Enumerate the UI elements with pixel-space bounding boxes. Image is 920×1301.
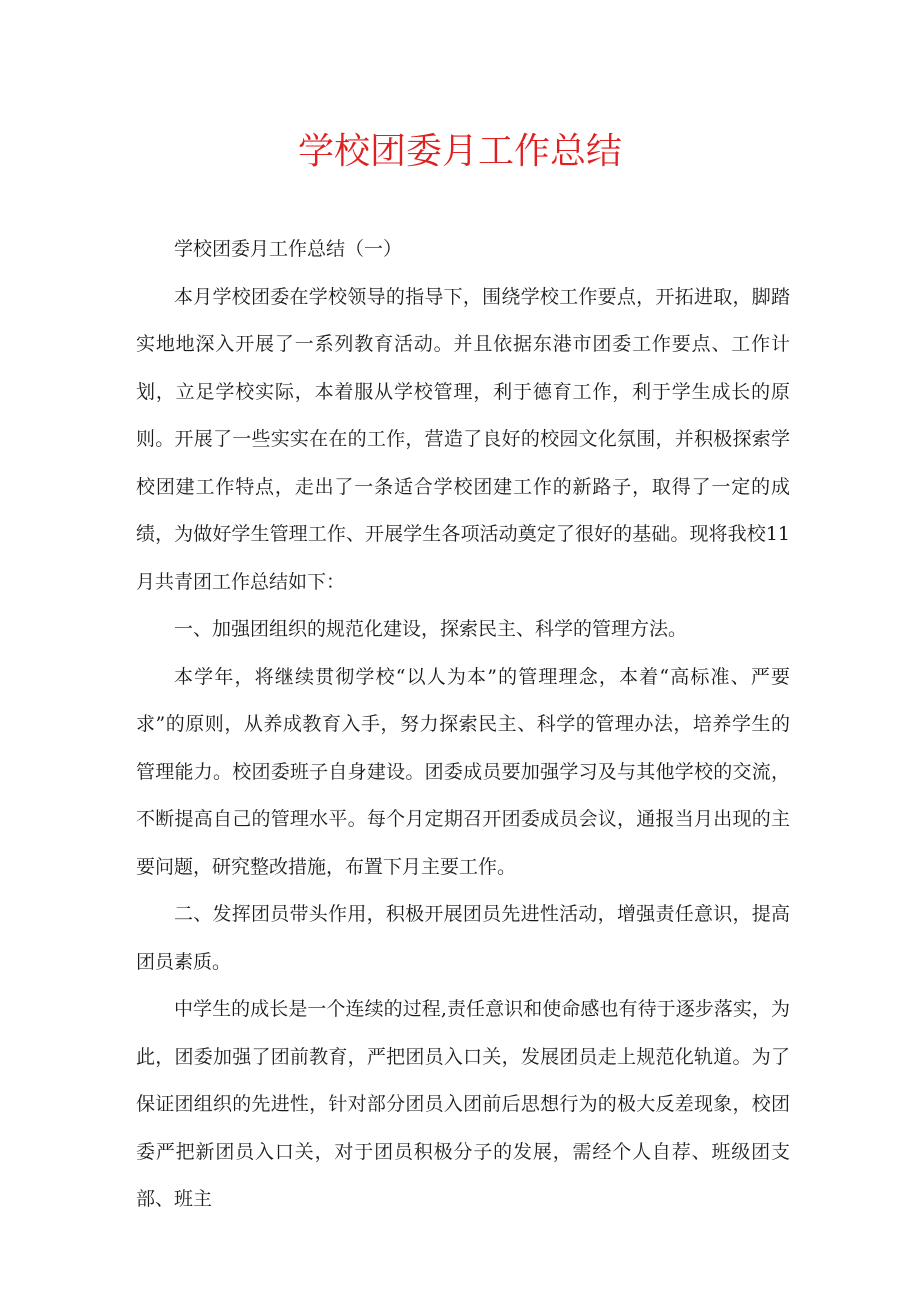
paragraph-section-one: 本学年，将继续贯彻学校“以人为本”的管理理念，本着“高标准、严要求”的原则，从养成教育入手，努力探索民主、科学的管理办法，培养学生的管理能力。校团委班子自身建设。团委成员要加强学习及与其他学校的交流，不断提高自己的管理水平。每个月定期召开团委成员会议，通报当月出现的主要问题，研究整改措施，布置下月主要工作。: [136, 665, 790, 878]
section-subtitle: 学校团委月工作总结（一）: [174, 238, 403, 260]
document-title: 学校团委月工作总结: [297, 131, 622, 172]
document-body: [136, 226, 790, 1224]
heading-section-two: 二、发挥团员带头作用，积极开展团员先进性活动，增强责任意识，提高团员素质。: [136, 903, 790, 973]
paragraph-section-two: 中学生的成长是一个连续的过程,责任意识和使命感也有待于逐步落实，为此，团委加强了团前教育，严把团员入口关，发展团员走上规范化轨道。为了保证团组织的先进性，针对部分团员入团前后思想行为的极大反差现象，校团委严把新团员入口关，对于团员积极分子的发展，需经个人自荐、班级团支部、班主: [136, 998, 790, 1210]
heading-section-one: 一、加强团组织的规范化建设，探索民主、科学的管理方法。: [174, 618, 688, 640]
paragraph-intro: 本月学校团委在学校领导的指导下，围绕学校工作要点，开拓进取，脚踏实地地深入开展了一系列教育活动。并且依据东港市团委工作要点、工作计划，立足学校实际，本着服从学校管理，利于德育工作，利于学生成长的原则。开展了一些实实在在的工作，营造了良好的校园文化氛围，并积极探索学校团建工作特点，走出了一条适合学校团建工作的新路子，取得了一定的成绩，为做好学生管理工作、开展学生各项活动奠定了很好的基础。现将我校11月共青团工作总结如下：: [136, 285, 790, 593]
